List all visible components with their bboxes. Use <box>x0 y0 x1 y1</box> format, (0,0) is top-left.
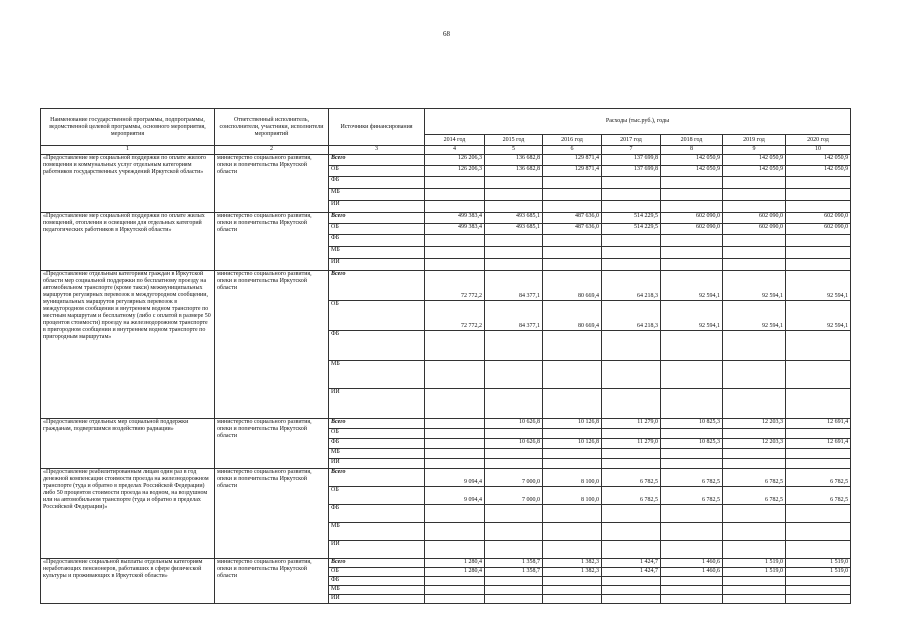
expense-value: 6 782,5 <box>723 469 786 487</box>
expense-value: 72 772,2 <box>425 271 485 301</box>
funding-source: ОБ <box>329 568 425 577</box>
expense-value <box>543 389 602 419</box>
expense-value: 1 424,7 <box>602 568 661 577</box>
executor: министерство социального развития, опеки и попечительства Иркутской области <box>215 469 329 559</box>
expense-value: 1 519,0 <box>723 568 786 577</box>
expense-value <box>786 505 851 523</box>
expense-value <box>661 505 723 523</box>
expense-value: 10 126,8 <box>543 419 602 429</box>
expense-value: 499 383,4 <box>425 213 485 224</box>
expense-value <box>786 331 851 361</box>
expense-value: 1 382,3 <box>543 559 602 568</box>
expense-value: 137 699,8 <box>602 155 661 166</box>
funding-source: ФБ <box>329 177 425 189</box>
expense-value <box>425 586 485 595</box>
expense-value <box>786 361 851 389</box>
expense-value <box>723 449 786 459</box>
expense-value: 1 382,3 <box>543 568 602 577</box>
expense-value <box>485 595 543 604</box>
header-year: 2016 год <box>543 135 602 146</box>
funding-source: МБ <box>329 361 425 389</box>
expense-value: 12 203,3 <box>723 439 786 449</box>
expense-value: 6 782,5 <box>786 469 851 487</box>
executor: министерство социального развития, опеки и попечительства Иркутской области <box>215 271 329 419</box>
executor: министерство социального развития, опеки и попечительства Иркутской области <box>215 155 329 213</box>
executor: министерство социального развития, опеки и попечительства Иркутской области <box>215 213 329 271</box>
expense-value <box>723 361 786 389</box>
expense-value <box>425 505 485 523</box>
header-expenses: Расходы (тыс.руб.), годы <box>425 109 851 135</box>
expense-value <box>543 449 602 459</box>
expense-value <box>485 247 543 259</box>
expense-value <box>485 523 543 541</box>
expense-value <box>425 177 485 189</box>
expense-value: 499 383,4 <box>425 224 485 235</box>
expense-value <box>723 595 786 604</box>
funding-source: Всего <box>329 469 425 487</box>
expense-value <box>425 595 485 604</box>
header-column-number: 9 <box>723 146 786 155</box>
expense-value <box>543 235 602 247</box>
funding-source: ОБ <box>329 487 425 505</box>
expense-value <box>723 189 786 201</box>
header-column-number: 8 <box>661 146 723 155</box>
expense-value: 6 782,5 <box>661 469 723 487</box>
expense-value <box>543 586 602 595</box>
expense-value: 129 871,4 <box>543 166 602 177</box>
expense-value <box>543 523 602 541</box>
funding-source: ИИ <box>329 389 425 419</box>
expense-value <box>485 259 543 271</box>
expense-value <box>602 235 661 247</box>
expense-value: 514 229,5 <box>602 224 661 235</box>
header-year: 2014 год <box>425 135 485 146</box>
expense-value: 8 100,0 <box>543 487 602 505</box>
expense-value <box>602 389 661 419</box>
expense-value: 126 206,3 <box>425 166 485 177</box>
expense-value: 12 691,4 <box>786 439 851 449</box>
expense-value <box>786 177 851 189</box>
expense-value <box>425 577 485 586</box>
funding-source: Всего <box>329 559 425 568</box>
expense-value <box>485 201 543 213</box>
funding-source: Всего <box>329 419 425 429</box>
program-name: «Предоставление мер социальной поддержки по оплате жилых помещений, отопления и освещения для отдельных категорий педагогических работников в Иркутской области» <box>41 213 215 271</box>
expense-value <box>723 505 786 523</box>
expense-value <box>602 361 661 389</box>
expense-value: 602 090,0 <box>786 213 851 224</box>
expense-value: 92 594,1 <box>661 271 723 301</box>
expense-value: 6 782,5 <box>602 487 661 505</box>
expense-value: 137 699,8 <box>602 166 661 177</box>
expense-value <box>602 331 661 361</box>
executor: министерство социального развития, опеки и попечительства Иркутской области <box>215 419 329 469</box>
expense-value <box>786 259 851 271</box>
expense-value: 72 772,2 <box>425 301 485 331</box>
expense-value <box>723 259 786 271</box>
expense-value: 1 519,0 <box>786 568 851 577</box>
expense-value: 142 050,9 <box>723 155 786 166</box>
expense-value: 80 669,4 <box>543 271 602 301</box>
funding-source: ИИ <box>329 459 425 469</box>
expense-value <box>723 429 786 439</box>
expense-value <box>723 331 786 361</box>
expense-value: 602 090,0 <box>786 224 851 235</box>
funding-source: ФБ <box>329 505 425 523</box>
header-year: 2015 год <box>485 135 543 146</box>
expense-value: 64 218,3 <box>602 301 661 331</box>
expense-value: 92 594,1 <box>723 301 786 331</box>
expense-value <box>602 505 661 523</box>
expense-value <box>543 361 602 389</box>
funding-source: ФБ <box>329 331 425 361</box>
expense-value: 11 279,0 <box>602 439 661 449</box>
expense-value: 1 358,7 <box>485 559 543 568</box>
header-column-number: 10 <box>786 146 851 155</box>
expense-value: 6 782,5 <box>602 469 661 487</box>
expense-value: 126 206,3 <box>425 155 485 166</box>
expense-value: 92 594,1 <box>723 271 786 301</box>
expense-value <box>425 429 485 439</box>
expense-value <box>786 595 851 604</box>
program-name: «Предоставление реабилитированным лицам один раз в год денежной компенсации стоимости проезда на железнодорожном транспорте (туда и обратно в пределах Российской Федерации) либо 50 процентов стоимости проезда на водном, на воздушном или на автомобильном транспорте (туда и обратно в пределах Российской Федерации)» <box>41 469 215 559</box>
expense-value <box>723 541 786 559</box>
expense-value <box>723 586 786 595</box>
expense-value: 602 090,0 <box>723 224 786 235</box>
header-column-number: 2 <box>215 146 329 155</box>
expense-value <box>543 259 602 271</box>
expense-value <box>661 541 723 559</box>
header-column-number: 1 <box>41 146 215 155</box>
expense-value <box>602 577 661 586</box>
expense-value: 10 626,8 <box>485 439 543 449</box>
expense-value <box>723 523 786 541</box>
expense-value: 142 050,9 <box>723 166 786 177</box>
funding-source: ФБ <box>329 439 425 449</box>
expense-value: 92 594,1 <box>786 301 851 331</box>
expense-value <box>425 331 485 361</box>
expense-value <box>786 389 851 419</box>
expense-value: 64 218,3 <box>602 271 661 301</box>
expense-value <box>425 247 485 259</box>
header-program-name: Наименование государственной программы, подпрограммы, ведомственной целевой программы, основного мероприятия, мероприятия <box>41 109 215 146</box>
expense-value: 602 090,0 <box>661 224 723 235</box>
expense-value: 10 626,8 <box>485 419 543 429</box>
expense-value <box>786 247 851 259</box>
expense-value <box>485 541 543 559</box>
expense-value <box>661 577 723 586</box>
expense-value: 1 519,0 <box>786 559 851 568</box>
funding-source: ИИ <box>329 541 425 559</box>
expense-value: 9 094,4 <box>425 487 485 505</box>
expense-value <box>723 201 786 213</box>
expense-value <box>723 459 786 469</box>
program-name: «Предоставление социальной выплаты отдельным категориям неработающих пенсионеров, работавших в сфере физической культуры и проживающих в Иркутской области» <box>41 559 215 604</box>
expense-value <box>661 459 723 469</box>
funding-source: МБ <box>329 523 425 541</box>
expense-value: 487 636,0 <box>543 213 602 224</box>
expense-value <box>425 259 485 271</box>
table-row <box>41 559 851 568</box>
expense-value: 1 358,7 <box>485 568 543 577</box>
expense-value <box>485 449 543 459</box>
expense-value <box>543 429 602 439</box>
expense-value <box>485 361 543 389</box>
expense-value <box>723 389 786 419</box>
expense-value <box>425 235 485 247</box>
expense-value <box>661 247 723 259</box>
expense-value <box>661 189 723 201</box>
expense-value: 11 279,0 <box>602 419 661 429</box>
expense-value <box>485 505 543 523</box>
expense-value <box>425 459 485 469</box>
header-column-number: 4 <box>425 146 485 155</box>
header-column-number: 3 <box>329 146 425 155</box>
expense-value: 1 424,7 <box>602 559 661 568</box>
expense-value <box>602 247 661 259</box>
expense-value: 136 682,8 <box>485 166 543 177</box>
table-row <box>41 419 851 429</box>
expense-value: 84 377,1 <box>485 301 543 331</box>
expense-value <box>661 449 723 459</box>
header-year: 2020 год <box>786 135 851 146</box>
header-year: 2019 год <box>723 135 786 146</box>
header-year: 2017 год <box>602 135 661 146</box>
funding-source: ИИ <box>329 259 425 271</box>
expense-value: 142 050,9 <box>661 166 723 177</box>
expense-value <box>661 595 723 604</box>
expense-value: 10 825,3 <box>661 419 723 429</box>
expense-value: 9 094,4 <box>425 469 485 487</box>
expense-value <box>425 523 485 541</box>
expense-value: 92 594,1 <box>661 301 723 331</box>
expense-value: 6 782,5 <box>723 487 786 505</box>
expense-value: 1 280,4 <box>425 559 485 568</box>
expense-value <box>425 189 485 201</box>
expense-value: 1 280,4 <box>425 568 485 577</box>
expense-value <box>485 459 543 469</box>
expense-value <box>786 577 851 586</box>
expense-value <box>543 177 602 189</box>
funding-source: МБ <box>329 189 425 201</box>
expense-value: 493 685,1 <box>485 224 543 235</box>
expense-value: 129 871,4 <box>543 155 602 166</box>
expense-value <box>786 429 851 439</box>
expense-value <box>543 459 602 469</box>
expense-value <box>425 389 485 419</box>
expense-value <box>786 235 851 247</box>
expense-value <box>543 247 602 259</box>
expense-value <box>661 429 723 439</box>
expense-value <box>485 331 543 361</box>
expense-value <box>786 459 851 469</box>
expense-value <box>543 189 602 201</box>
expense-value <box>602 177 661 189</box>
expense-value: 8 100,0 <box>543 469 602 487</box>
expense-value <box>485 235 543 247</box>
funding-source: МБ <box>329 586 425 595</box>
expense-value: 10 825,3 <box>661 439 723 449</box>
expense-value <box>661 331 723 361</box>
expense-value: 602 090,0 <box>661 213 723 224</box>
expense-value: 493 685,1 <box>485 213 543 224</box>
expense-value <box>425 419 485 429</box>
page-number: 68 <box>443 30 450 38</box>
expense-value: 487 636,0 <box>543 224 602 235</box>
header-year: 2018 год <box>661 135 723 146</box>
expense-value: 12 203,3 <box>723 419 786 429</box>
expense-value: 142 050,9 <box>786 155 851 166</box>
expense-value: 1 460,6 <box>661 568 723 577</box>
funding-source: ИИ <box>329 595 425 604</box>
funding-source: Всего <box>329 155 425 166</box>
funding-source: ОБ <box>329 301 425 331</box>
expense-value: 80 669,4 <box>543 301 602 331</box>
expense-value: 1 519,0 <box>723 559 786 568</box>
expense-value <box>602 595 661 604</box>
expense-value <box>602 523 661 541</box>
expense-value: 136 682,8 <box>485 155 543 166</box>
funding-source: ФБ <box>329 577 425 586</box>
funding-source: Всего <box>329 213 425 224</box>
expense-value: 142 050,9 <box>661 155 723 166</box>
expense-value <box>786 541 851 559</box>
expense-value <box>661 389 723 419</box>
expense-value <box>425 361 485 389</box>
header-column-number: 5 <box>485 146 543 155</box>
expense-value <box>786 586 851 595</box>
expense-value <box>602 201 661 213</box>
expense-value <box>485 577 543 586</box>
expense-value <box>602 259 661 271</box>
expense-value: 602 090,0 <box>723 213 786 224</box>
header-executor: Ответственный исполнитель, соисполнители, участники, исполнители мероприятий <box>215 109 329 146</box>
expense-value <box>425 439 485 449</box>
expense-value <box>602 586 661 595</box>
executor: министерство социального развития, опеки и попечительства Иркутской области <box>215 559 329 604</box>
table-row <box>41 469 851 487</box>
expense-value <box>602 459 661 469</box>
expense-value <box>543 331 602 361</box>
header-column-number: 6 <box>543 146 602 155</box>
expense-value: 7 000,0 <box>485 469 543 487</box>
expense-value <box>661 361 723 389</box>
expense-value: 92 594,1 <box>786 271 851 301</box>
expense-value <box>661 201 723 213</box>
expense-value <box>723 577 786 586</box>
expense-value: 1 460,6 <box>661 559 723 568</box>
expense-value: 7 000,0 <box>485 487 543 505</box>
expense-value <box>786 189 851 201</box>
expense-value <box>485 189 543 201</box>
funding-source: МБ <box>329 449 425 459</box>
expense-value <box>786 523 851 541</box>
header-column-number: 7 <box>602 146 661 155</box>
expense-value: 84 377,1 <box>485 271 543 301</box>
expense-value: 6 782,5 <box>661 487 723 505</box>
expense-value <box>485 389 543 419</box>
expense-value <box>723 177 786 189</box>
expense-value <box>485 429 543 439</box>
expense-value <box>786 449 851 459</box>
expense-value <box>543 577 602 586</box>
expense-value: 142 050,9 <box>786 166 851 177</box>
expense-value: 514 229,5 <box>602 213 661 224</box>
expense-value: 10 126,8 <box>543 439 602 449</box>
expense-value <box>425 541 485 559</box>
expense-value <box>661 259 723 271</box>
expense-value <box>602 429 661 439</box>
funding-source: ОБ <box>329 224 425 235</box>
table-row <box>41 155 851 166</box>
funding-source: ФБ <box>329 235 425 247</box>
expense-value <box>723 235 786 247</box>
expense-value <box>602 189 661 201</box>
program-name: «Предоставление отдельных мер социальной поддержки гражданам, подвергшимся воздействию радиации» <box>41 419 215 469</box>
funding-source: ИИ <box>329 201 425 213</box>
program-name: «Предоставление мер социальной поддержки по оплате жилого помещения и коммунальных услуг отдельным категориям работников государственных учреждений Иркутской области» <box>41 155 215 213</box>
expense-value <box>661 523 723 541</box>
expense-value <box>543 201 602 213</box>
expense-value <box>543 541 602 559</box>
expense-value <box>786 201 851 213</box>
expense-value: 12 691,4 <box>786 419 851 429</box>
expense-value <box>661 586 723 595</box>
expense-value <box>485 586 543 595</box>
funding-source: МБ <box>329 247 425 259</box>
funding-source: Всего <box>329 271 425 301</box>
expense-value <box>661 235 723 247</box>
expense-value <box>543 505 602 523</box>
expense-value <box>485 177 543 189</box>
table-row <box>41 213 851 224</box>
expense-value: 6 782,5 <box>786 487 851 505</box>
table-row <box>41 271 851 301</box>
expenses-table <box>40 108 851 604</box>
expense-value <box>602 541 661 559</box>
expense-value <box>425 201 485 213</box>
header-funding-source: Источники финансирования <box>329 109 425 146</box>
expense-value <box>425 449 485 459</box>
expense-value <box>661 177 723 189</box>
program-name: «Предоставление отдельным категориям граждан в Иркутской области мер социальной поддержки по бесплатному проезду на автомобильном транспорте (кроме такси) межмуниципальных маршрутов регулярных перевозок в междугородном сообщении, муниципальных маршрутов регулярных перевозок в междугородном сообщении и внутреннем водном транспорте по местным маршрутам и бесплатному (либо с оплатой в размере 50 процентов стоимости) проезду на железнодорожном транспорте в пригородном сообщении и внутреннем водном транспорте по пригородным маршрутам» <box>41 271 215 419</box>
expense-value <box>602 449 661 459</box>
funding-source: ОБ <box>329 166 425 177</box>
expense-value <box>723 247 786 259</box>
funding-source: ОБ <box>329 429 425 439</box>
expense-value <box>543 595 602 604</box>
